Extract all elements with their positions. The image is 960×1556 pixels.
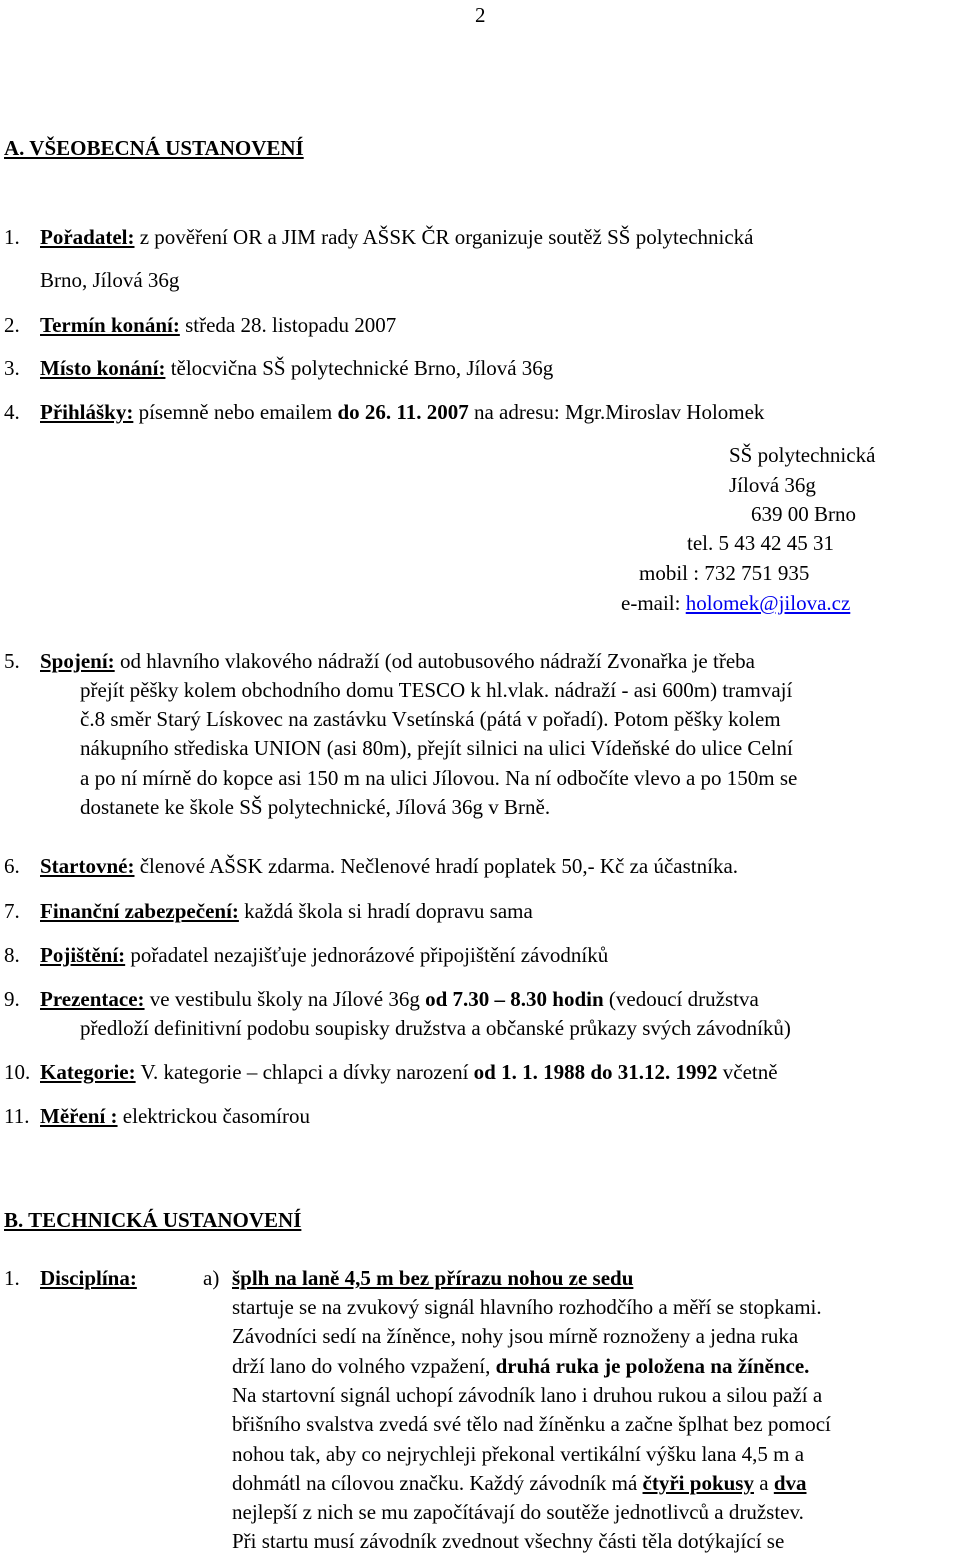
item-7: 7. Finanční zabezpečení: každá škola si hradí dopravu sama bbox=[4, 899, 533, 923]
item-9-label: Prezentace: bbox=[40, 987, 145, 1011]
b-item-1-l5: břišního svalstva zvedá své tělo nad žíněnku a začne šplhat bez pomocí bbox=[232, 1412, 831, 1436]
address-tel: tel. 5 43 42 45 31 bbox=[687, 531, 834, 555]
address-line3: 639 00 Brno bbox=[751, 502, 856, 526]
b-item-1-label: Disciplína: bbox=[40, 1266, 137, 1290]
b-item-1-l2: Závodníci sedí na žíněnce, nohy jsou mírně roznoženy a jedna ruka bbox=[232, 1324, 799, 1348]
item-1-label: Pořadatel: bbox=[40, 225, 135, 249]
b-item-1-sub: a) bbox=[203, 1266, 220, 1290]
item-9: 9. Prezentace: ve vestibulu školy na Jílové 36g od 7.30 – 8.30 hodin (vedoucí družstva bbox=[4, 987, 759, 1011]
item-5-label: Spojení: bbox=[40, 649, 115, 673]
address-line1: SŠ polytechnická bbox=[729, 443, 876, 467]
section-b-heading: B. TECHNICKÁ USTANOVENÍ bbox=[4, 1208, 302, 1232]
b-item-1-l9: Při startu musí závodník zvednout všechny části těla dotýkající se bbox=[232, 1529, 785, 1553]
b-item-1-l4: Na startovní signál uchopí závodník lano i druhou rukou a silou paží a bbox=[232, 1383, 823, 1407]
page-number: 2 bbox=[475, 3, 486, 27]
item-7-label: Finanční zabezpečení: bbox=[40, 899, 239, 923]
item-8-label: Pojištění: bbox=[40, 943, 126, 967]
address-mobile: mobil : 732 751 935 bbox=[639, 561, 810, 585]
item-5: 5. Spojení: od hlavního vlakového nádraží (od autobusového nádraží Zvonařka je třeba bbox=[4, 649, 755, 673]
item-3: 3. Místo konání: tělocvična SŠ polytechnické Brno, Jílová 36g bbox=[4, 356, 554, 380]
item-4: 4. Přihlášky: písemně nebo emailem do 26. 11. 2007 na adresu: Mgr.Miroslav Holomek bbox=[4, 400, 765, 424]
item-11-label: Měření : bbox=[40, 1104, 118, 1128]
item-10-label: Kategorie: bbox=[40, 1060, 136, 1084]
address-line2: Jílová 36g bbox=[729, 473, 816, 497]
item-10: 10. Kategorie: V. kategorie – chlapci a dívky narození od 1. 1. 1988 do 31.12. 1992 včetně bbox=[4, 1060, 778, 1084]
item-3-label: Místo konání: bbox=[40, 356, 166, 380]
item-6-label: Startovné: bbox=[40, 854, 135, 878]
item-1-line2: Brno, Jílová 36g bbox=[40, 268, 180, 292]
item-5-line3: č.8 směr Starý Lískovec na zastávku Vsetínská (pátá v pořadí). Potom pěšky kolem bbox=[80, 707, 781, 731]
item-11: 11. Měření : elektrickou časomírou bbox=[4, 1104, 310, 1128]
item-5-line2: přejít pěšky kolem obchodního domu TESCO k hl.vlak. nádraží - asi 600m) tramvají bbox=[80, 678, 793, 702]
item-6: 6. Startovné: členové AŠSK zdarma. Nečlenové hradí poplatek 50,- Kč za účastníka. bbox=[4, 854, 739, 878]
item-1: 1. Pořadatel: z pověření OR a JIM rady AŠSK ČR organizuje soutěž SŠ polytechnická bbox=[4, 225, 754, 249]
item-4-label: Přihlášky: bbox=[40, 400, 134, 424]
email-link[interactable]: holomek@jilova.cz bbox=[685, 591, 851, 615]
item-5-line6: dostanete ke škole SŠ polytechnické, Jílová 36g v Brně. bbox=[80, 795, 551, 819]
item-2-label: Termín konání: bbox=[40, 313, 180, 337]
item-9-line2: předloží definitivní podobu soupisky družstva a občanské průkazy svých závodníků) bbox=[80, 1016, 791, 1040]
address-email: e-mail: holomek@jilova.cz bbox=[621, 591, 851, 615]
item-2: 2. Termín konání: středa 28. listopadu 2007 bbox=[4, 313, 397, 337]
b-item-1-l3: drží lano do volného vzpažení, druhá ruka je položena na žíněnce. bbox=[232, 1354, 810, 1378]
b-item-1-title: šplh na laně 4,5 m bez přírazu nohou ze sedu bbox=[232, 1266, 634, 1290]
b-item-1-l1: startuje se na zvukový signál hlavního rozhodčího a měří se stopkami. bbox=[232, 1295, 822, 1319]
b-item-1-l6: nohou tak, aby co nejrychleji překonal vertikální výšku lana 4,5 m a bbox=[232, 1442, 805, 1466]
item-5-line5: a po ní mírně do kopce asi 150 m na ulici Jílovou. Na ní odbočíte vlevo a po 150m se bbox=[80, 766, 798, 790]
section-a-heading: A. VŠEOBECNÁ USTANOVENÍ bbox=[4, 136, 304, 160]
b-item-1: 1. Disciplína: a) šplh na laně 4,5 m bez přírazu nohou ze sedu bbox=[4, 1266, 634, 1290]
item-8: 8. Pojištění: pořadatel nezajišťuje jednorázové připojištění závodníků bbox=[4, 943, 609, 967]
b-item-1-l8: nejlepší z nich se mu započítávají do soutěže jednotlivců a družstev. bbox=[232, 1500, 804, 1524]
b-item-1-l7: dohmátl na cílovou značku. Každý závodník má čtyři pokusy a dva bbox=[232, 1471, 807, 1495]
item-5-line4: nákupního střediska UNION (asi 80m), přejít silnici na ulici Vídeňské do ulice Celní bbox=[80, 736, 793, 760]
